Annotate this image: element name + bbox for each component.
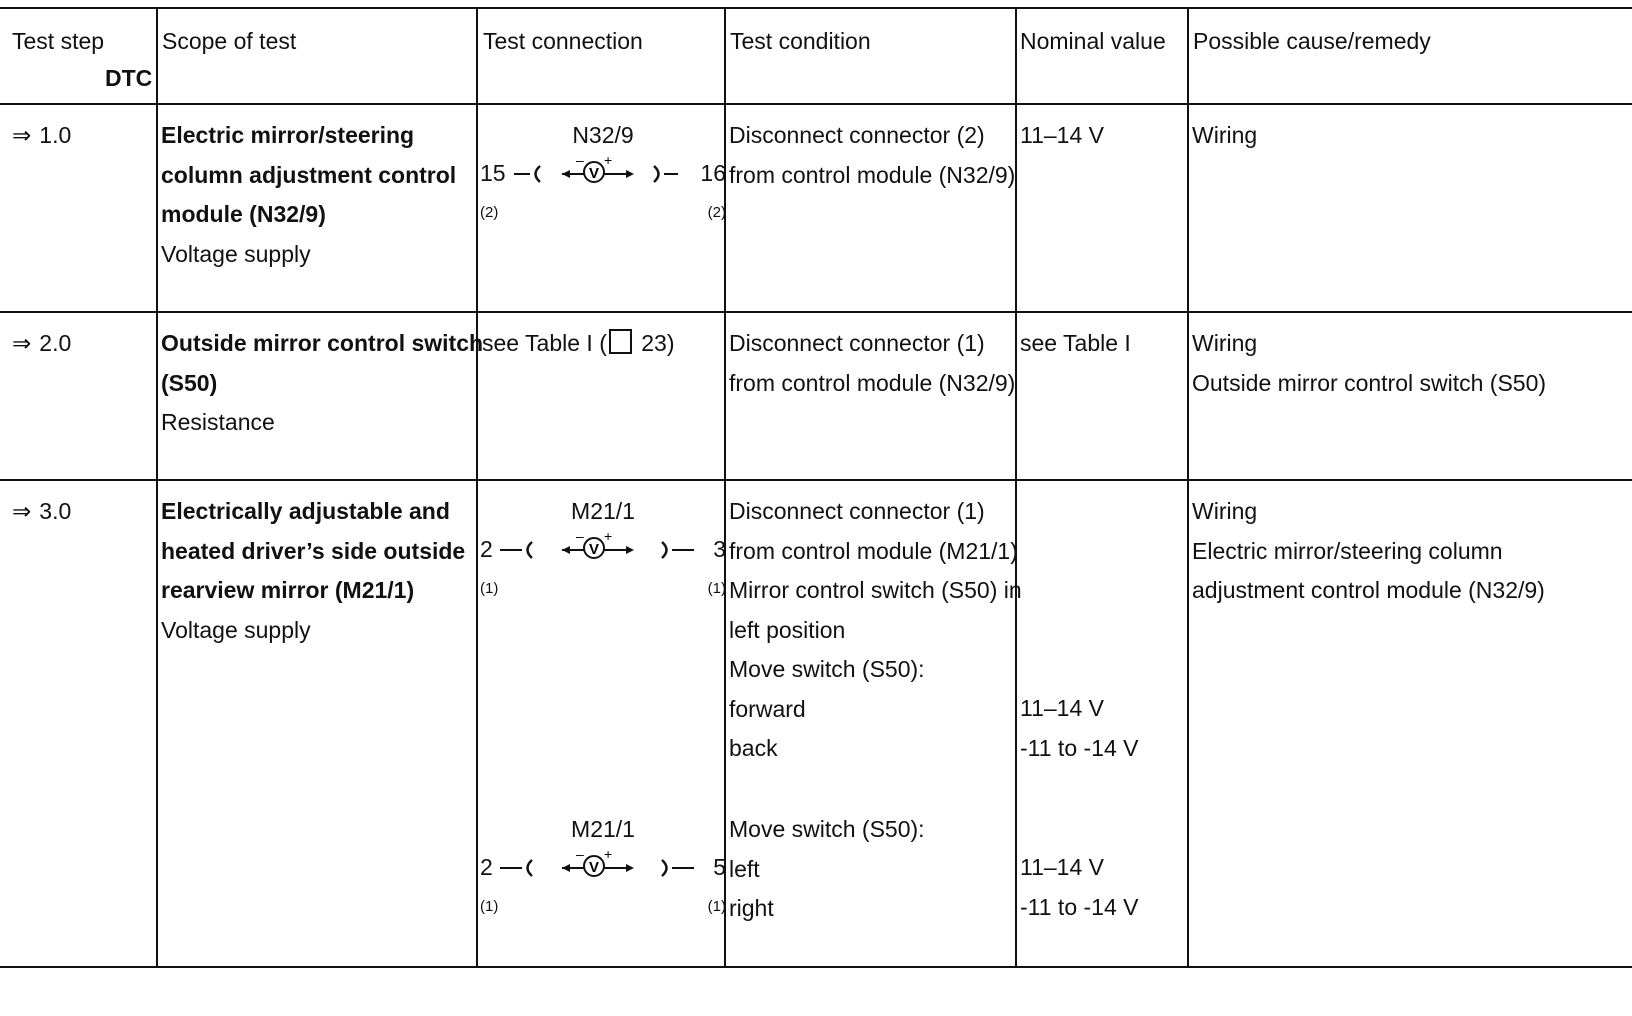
connector-right-label: (1) — [707, 898, 726, 915]
row1-nominal — [1020, 116, 1104, 156]
table-reference: see Table I ( — [482, 330, 607, 356]
header-condition: Test condition — [730, 28, 871, 54]
cause-line: adjustment control module (N32/9) — [1192, 577, 1545, 603]
component-label: M21/1 — [571, 816, 635, 842]
row2-step-number: 2.0 — [39, 330, 72, 356]
nominal-value: 11–14 V — [1020, 695, 1104, 721]
cause-line: Wiring — [1192, 330, 1258, 356]
cause-line: Wiring — [1192, 498, 1258, 524]
condition-line: Move switch (S50): — [729, 816, 925, 842]
nominal-value: see Table I — [1020, 330, 1131, 356]
pin-left-label: 2 — [480, 536, 493, 562]
row1-bottom-border — [0, 311, 1632, 313]
row1-test-connection-diagram — [478, 120, 728, 230]
pin-right-label: 3 — [713, 536, 726, 562]
cause-line: Wiring — [1192, 122, 1258, 148]
row2-scope-measure: Resistance — [161, 409, 275, 435]
row3-scope-measure: Voltage supply — [161, 616, 311, 643]
row3-test-connection-diagram-a — [478, 496, 728, 606]
condition-line: from control module (N32/9) — [729, 369, 1016, 396]
row3-test-connection-diagram-b — [478, 814, 728, 924]
svg-text:+: + — [604, 846, 613, 862]
row1-condition — [729, 116, 1015, 195]
nominal-value: 11–14 V — [1020, 854, 1104, 880]
condition-line: Mirror control switch (S50) in — [729, 577, 1022, 603]
row3-condition-a — [729, 492, 1022, 769]
row3-step-number: 3.0 — [39, 498, 72, 524]
row3-condition-b — [729, 810, 925, 929]
connector-right-label: (2) — [707, 204, 726, 221]
table-page-number: 23) — [634, 330, 675, 356]
header-test-step: Test step — [12, 28, 105, 54]
condition-line: back — [729, 735, 778, 761]
voltmeter-symbol — [478, 496, 728, 606]
svg-text:–: – — [576, 152, 584, 168]
header-nominal: Nominal value — [1020, 28, 1166, 54]
pin-left-label: 15 — [480, 160, 506, 186]
svg-text:+: + — [604, 528, 613, 544]
row3-scope — [161, 492, 465, 650]
row3-cause — [1192, 492, 1545, 611]
condition-line: Disconnect connector (1) — [729, 498, 985, 524]
row2-nominal — [1020, 324, 1131, 364]
pin-left-label: 2 — [480, 854, 493, 880]
pin-right-label: 16 — [700, 160, 726, 186]
arrow-icon: ⇒ — [12, 498, 32, 524]
connector-left-label: (2) — [480, 204, 499, 221]
header-cause: Possible cause/remedy — [1193, 28, 1431, 54]
row1-scope-line: column adjustment control — [161, 161, 457, 188]
row1-step — [12, 116, 71, 156]
cause-line: Electric mirror/steering column — [1192, 537, 1503, 564]
svg-text:V: V — [588, 541, 600, 558]
condition-line: Move switch (S50): — [729, 656, 925, 682]
row2-scope-line: (S50) — [161, 369, 218, 396]
component-label: M21/1 — [571, 498, 635, 524]
arrow-icon: ⇒ — [12, 330, 32, 356]
header-scope: Scope of test — [162, 28, 297, 54]
condition-line: left — [729, 855, 760, 882]
condition-line: left position — [729, 616, 846, 643]
condition-line: Disconnect connector (2) — [729, 122, 985, 148]
row3-scope-line: rearview mirror (M21/1) — [161, 577, 415, 603]
svg-text:–: – — [576, 846, 584, 862]
page-reference-icon — [609, 329, 632, 354]
voltmeter-symbol — [478, 814, 728, 924]
condition-line: forward — [729, 695, 806, 722]
row2-step — [12, 324, 71, 364]
voltmeter-symbol — [478, 120, 728, 230]
connector-right-label: (1) — [707, 580, 726, 597]
component-label: N32/9 — [572, 122, 634, 148]
condition-line: Disconnect connector (1) — [729, 330, 985, 356]
row2-bottom-border — [0, 479, 1632, 481]
header-dtc: DTC — [105, 65, 153, 91]
nominal-value: -11 to -14 V — [1020, 893, 1139, 920]
header-connection: Test connection — [483, 28, 643, 54]
col-divider-1 — [156, 8, 158, 967]
row1-scope-measure: Voltage supply — [161, 240, 311, 267]
svg-text:V: V — [588, 859, 600, 876]
header-bottom-border — [0, 103, 1632, 105]
nominal-value: -11 to -14 V — [1020, 734, 1139, 761]
table-bottom-border — [0, 966, 1632, 968]
row3-nominal-a — [1020, 689, 1138, 768]
table-top-border — [0, 7, 1632, 9]
row3-nominal-b — [1020, 848, 1138, 927]
svg-text:V: V — [588, 165, 600, 182]
row2-condition — [729, 324, 1015, 403]
row3-scope-line: Electrically adjustable and — [161, 498, 450, 524]
pin-right-label: 5 — [713, 854, 726, 880]
connector-left-label: (1) — [480, 580, 499, 597]
condition-line: from control module (N32/9) — [729, 161, 1016, 188]
row3-step — [12, 492, 71, 532]
row2-scope — [161, 324, 483, 443]
row1-cause — [1192, 116, 1257, 156]
row2-scope-line: Outside mirror control switch — [161, 330, 484, 356]
row3-scope-line: heated driver’s side outside — [161, 537, 466, 564]
svg-text:+: + — [604, 152, 613, 168]
row1-scope-line: Electric mirror/steering — [161, 122, 415, 148]
col-divider-5 — [1187, 8, 1189, 967]
nominal-value: 11–14 V — [1020, 122, 1104, 148]
row1-scope-line: module (N32/9) — [161, 201, 326, 227]
row1-scope — [161, 116, 456, 274]
svg-text:–: – — [576, 528, 584, 544]
connector-left-label: (1) — [480, 898, 499, 915]
condition-line: right — [729, 895, 774, 921]
row2-cause — [1192, 324, 1546, 403]
condition-line: from control module (M21/1) — [729, 537, 1018, 564]
arrow-icon: ⇒ — [12, 122, 32, 148]
row2-connection — [482, 324, 675, 364]
row1-step-number: 1.0 — [39, 122, 72, 148]
cause-line: Outside mirror control switch (S50) — [1192, 369, 1547, 396]
